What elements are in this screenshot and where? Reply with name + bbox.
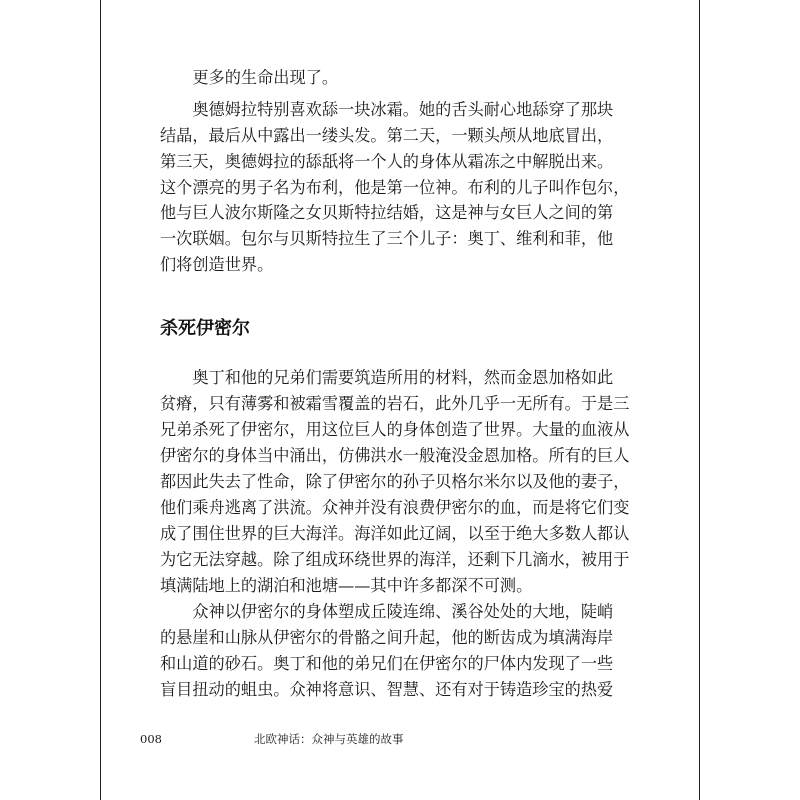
section-heading: 杀死伊密尔 (160, 318, 250, 339)
text-line: 贫瘠，只有薄雾和被霜雪覆盖的岩石，此外几乎一无所有。于是三 (160, 394, 630, 413)
text-line: 和山道的砂石。奥丁和他的弟兄们在伊密尔的尸体内发现了一些 (160, 654, 614, 673)
text-line: 更多的生命出现了。 (160, 68, 339, 87)
text-line: 他们乘舟逃离了洪流。众神并没有浪费伊密尔的血，而是将它们变 (160, 498, 630, 517)
text-line: 他与巨人波尔斯隆之女贝斯特拉结婚，这是神与女巨人之间的第 (160, 203, 614, 222)
text-line: 成了围住世界的巨大海洋。海洋如此辽阔，以至于绝大多数人都认 (160, 524, 630, 543)
text-line: 奥丁和他的兄弟们需要筑造所用的材料，然而金恩加格如此 (160, 368, 614, 387)
page-number: 008 (140, 732, 162, 746)
text-line: 们将创造世界。 (160, 255, 274, 274)
text-line: 这个漂亮的男子名为布利，他是第一位神。布利的儿子叫作包尔， (160, 178, 630, 197)
text-line: 伊密尔的身体当中涌出，仿佛洪水一般淹没金恩加格。所有的巨人 (160, 446, 630, 465)
text-line: 奥德姆拉特别喜欢舔一块冰霜。她的舌头耐心地舔穿了那块 (160, 100, 614, 119)
text-line: 盲目扭动的蛆虫。众神将意识、智慧、还有对于铸造珍宝的热爱 (160, 680, 614, 699)
text-line: 兄弟杀死了伊密尔，用这位巨人的身体创造了世界。大量的血液从 (160, 420, 630, 439)
text-line: 第三天，奥德姆拉的舔舐将一个人的身体从霜冻之中解脱出来。 (160, 152, 614, 171)
text-line: 为它无法穿越。除了组成环绕世界的海洋，还剩下几滴水，被用于 (160, 550, 630, 569)
text-line: 结晶，最后从中露出一缕头发。第二天，一颗头颅从地底冒出， (160, 126, 614, 145)
text-line: 的悬崖和山脉从伊密尔的骨骼之间升起，他的断齿成为填满海岸 (160, 628, 614, 647)
running-title: 北欧神话：众神与英雄的故事 (254, 732, 404, 746)
text-line: 众神以伊密尔的身体塑成丘陵连绵、溪谷处处的大地，陡峭 (160, 602, 614, 621)
text-line: 都因此失去了性命，除了伊密尔的孙子贝格尔米尔以及他的妻子， (160, 472, 630, 491)
text-line: 一次联姻。包尔与贝斯特拉生了三个儿子：奥丁、维利和菲，他 (160, 229, 614, 248)
text-line: 填满陆地上的湖泊和池塘——其中许多都深不可测。 (160, 576, 533, 595)
